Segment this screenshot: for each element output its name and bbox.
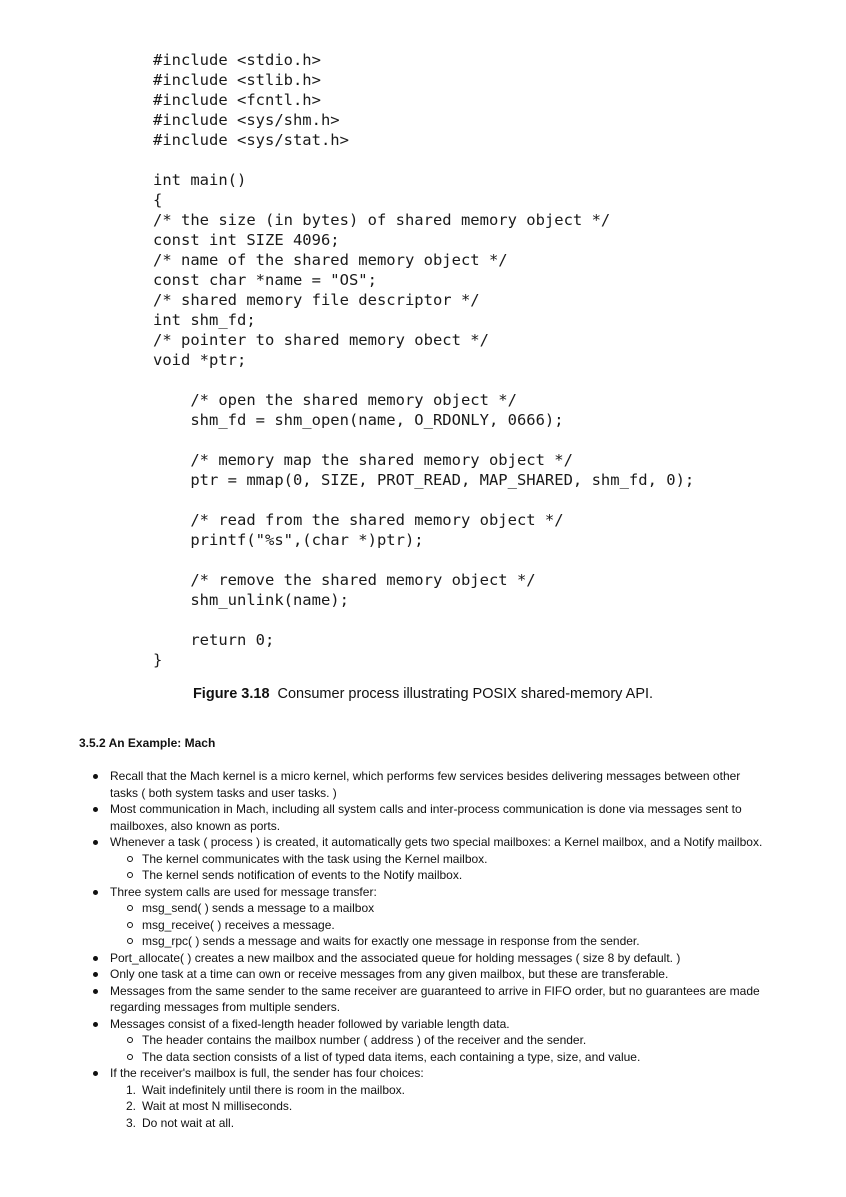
ordered-list-text: Wait indefinitely until there is room in the mailbox. (142, 1082, 406, 1097)
sub-list (110, 851, 770, 884)
code-line: void *ptr; (153, 351, 247, 369)
list-item (110, 983, 770, 1016)
ordered-list-number: 2. (126, 1099, 137, 1113)
code-line (153, 430, 694, 450)
list-item (110, 1065, 770, 1131)
ordered-list-text: Wait at most N milliseconds. (142, 1099, 293, 1113)
sub-list-item: msg_rpc( ) sends a message and waits for exactly one message in response from the sender. (142, 933, 770, 950)
code-line: /* open the shared memory object */ (153, 391, 517, 409)
code-line (153, 370, 694, 390)
code-listing (153, 50, 694, 670)
code-line: } (153, 651, 163, 669)
ordered-list-text: Do not wait at all. (142, 1115, 235, 1130)
code-line (153, 150, 694, 170)
notes-list (110, 768, 770, 1131)
code-line: /* the size (in bytes) of shared memory object */ (153, 211, 611, 229)
code-line: shm_unlink(name); (153, 591, 349, 609)
code-line: #include <stlib.h> (153, 71, 321, 89)
list-item-text: Messages consist of a fixed-length header followed by variable length data. (110, 1016, 510, 1031)
code-line: /* memory map the shared memory object */ (153, 451, 573, 469)
sub-list-item: msg_receive( ) receives a message. (142, 917, 770, 934)
code-line: /* pointer to shared memory obect */ (153, 331, 489, 349)
figure-label: Figure 3.18 (192, 686, 270, 702)
code-line (153, 550, 694, 570)
list-item-text: If the receiver's mailbox is full, the sender has four choices: (110, 1066, 424, 1080)
sub-list-item: The header contains the mailbox number ( address ) of the receiver and the sender. (142, 1032, 770, 1049)
list-item-text: Most communication in Mach, including all system calls and inter-process communication is done via messages sent to mailboxes, also known as ports. (110, 802, 742, 833)
ordered-list-number: 3. (126, 1115, 137, 1130)
ordered-list (110, 1082, 770, 1132)
list-item-text: Whenever a task ( process ) is created, it automatically gets two special mailboxes: a Kernel mailbox, and a Notify mailbox. (110, 835, 763, 849)
list-item-text: Three system calls are used for message transfer: (110, 884, 377, 899)
code-line: /* shared memory file descriptor */ (153, 291, 480, 309)
code-line: /* remove the shared memory object */ (153, 571, 536, 589)
sub-list (110, 900, 770, 950)
code-line: #include <stdio.h> (153, 51, 321, 69)
sub-list-item: The kernel sends notification of events to the Notify mailbox. (142, 867, 770, 884)
list-item (110, 950, 770, 967)
code-line (153, 610, 694, 630)
ordered-list-number: 1. (126, 1082, 137, 1097)
code-line: const int SIZE 4096; (153, 231, 340, 249)
code-line: int shm_fd; (153, 311, 256, 329)
code-line: ptr = mmap(0, SIZE, PROT_READ, MAP_SHARED, shm_fd, 0); (153, 471, 695, 489)
list-item (110, 1016, 770, 1066)
code-line: shm_fd = shm_open(name, O_RDONLY, 0666); (153, 411, 564, 429)
ordered-list-item (126, 1115, 770, 1132)
code-line (153, 490, 694, 510)
list-item (110, 834, 770, 884)
list-item (110, 966, 770, 983)
list-item-text: Messages from the same sender to the same receiver are guaranteed to arrive in FIFO order, but no guarantees are made regarding messages from multiple senders. (110, 983, 760, 1014)
code-line: const char *name = "OS"; (153, 271, 377, 289)
sub-list-item: msg_send( ) sends a message to a mailbox (142, 900, 770, 917)
list-item-text: Recall that the Mach kernel is a micro kernel, which performs few services besides delivering messages between other tasks ( both system tasks and user tasks. ) (110, 769, 741, 800)
figure-caption-text: Consumer process illustrating POSIX shared-memory API. (277, 686, 654, 702)
code-line: /* name of the shared memory object */ (153, 251, 508, 269)
code-line: #include <fcntl.h> (153, 91, 321, 109)
sub-list-item: The data section consists of a list of typed data items, each containing a type, size, and value. (142, 1049, 770, 1066)
sub-list-item: The kernel communicates with the task using the Kernel mailbox. (142, 851, 770, 868)
ordered-list-item (126, 1082, 770, 1099)
code-line: #include <sys/stat.h> (153, 131, 349, 149)
code-line: #include <sys/shm.h> (153, 111, 340, 129)
list-item-text: Port_allocate( ) creates a new mailbox and the associated queue for holding messages ( size 8 by default. ) (110, 950, 681, 965)
code-line: { (153, 191, 163, 209)
list-item-text: Only one task at a time can own or receive messages from any given mailbox, but these are transferable. (110, 967, 669, 981)
sub-list (110, 1032, 770, 1065)
code-line: return 0; (153, 631, 275, 649)
figure-caption (0, 686, 846, 702)
ordered-list-item (126, 1098, 770, 1115)
code-line: int main() (153, 171, 247, 189)
list-item (110, 884, 770, 950)
code-line: /* read from the shared memory object */ (153, 511, 564, 529)
list-item (110, 801, 770, 834)
list-item (110, 768, 770, 801)
code-line: printf("%s",(char *)ptr); (153, 531, 424, 549)
section-heading: 3.5.2 An Example: Mach (79, 736, 216, 750)
